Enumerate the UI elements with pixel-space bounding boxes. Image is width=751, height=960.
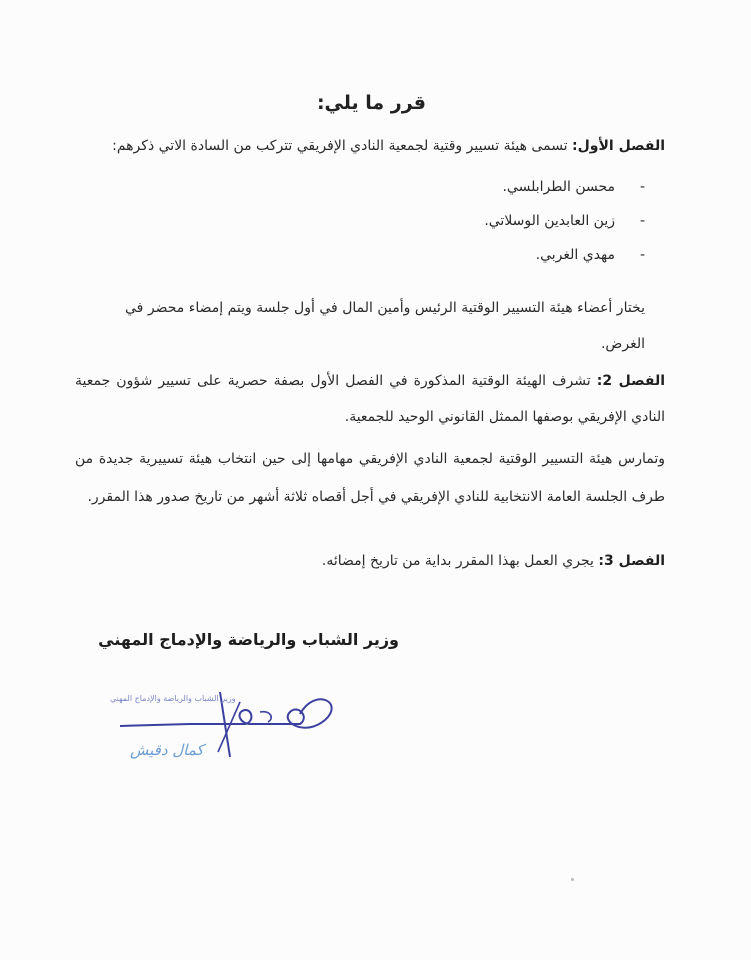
members-list [484,170,645,272]
article-1-note: يختار أعضاء هيئة التسيير الوقتية الرئيس وأمين المال في أول جلسة ويتم إمضاء محضر في الغرض. [125,300,645,352]
member-item [484,238,645,272]
list-marker: - [639,179,645,195]
signer-title: وزير الشباب والرياضة والإدماج المهني [98,630,399,649]
article-3-text: يجري العمل بهذا المقرر بداية من تاريخ إمضائه. [321,553,599,569]
list-marker: - [639,213,645,229]
article-2-label: الفصل 2: [596,373,665,389]
article-3-label: الفصل 3: [598,553,665,569]
member-name: محسن الطرابلسي. [502,179,615,195]
article-2 [75,363,665,435]
article-1-text: تسمى هيئة تسيير وقتية لجمعية النادي الإفريقي تتركب من السادة الاتي ذكرهم: [112,138,573,154]
member-item [484,204,645,238]
interim-paragraph: وتمارس هيئة التسيير الوقتية لجمعية النادي الإفريقي مهامها إلى حين انتخاب هيئة تسييرية جديدة من طرف الجلسة العامة الانتخابية للنادي الإفريقي في أجل أقصاه ثلاثة أشهر من تاريخ صدور هذا المقرر. [75,451,665,505]
speck [571,878,574,881]
member-name: مهدي الغربي. [535,247,615,263]
decision-heading: قرر ما يلي: [316,92,426,114]
stamp-text: وزير الشباب والرياضة والإدماج المهني [110,694,236,703]
member-name: زين العابدين الوسلاتي. [484,213,615,229]
member-item [484,170,645,204]
article-2-text: تشرف الهيئة الوقتية المذكورة في الفصل الأول بصفة حصرية على تسيير شؤون جمعية النادي الإفريقي بوصفها الممثل القانوني الوحيد للجمعية. [75,373,665,425]
list-marker: - [639,247,645,263]
signer-name: كمال دقيش [130,741,204,759]
article-1-label: الفصل الأول: [572,138,665,154]
article-3 [75,544,665,578]
article-1 [75,129,665,163]
